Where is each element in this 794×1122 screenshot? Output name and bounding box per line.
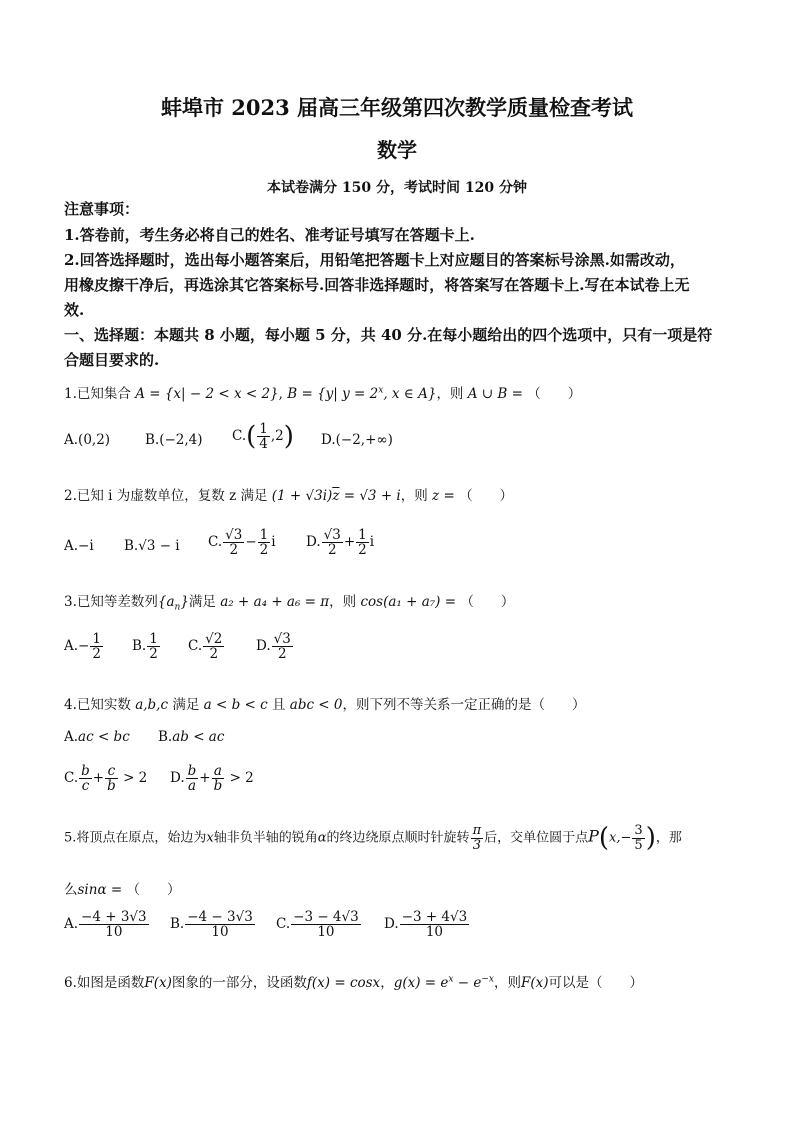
q4-option-c-operator: + — [92, 770, 105, 787]
q3-sequence-close: } — [180, 594, 189, 610]
q6-text-a: 6.如图是函数 — [64, 975, 145, 991]
q1-then: ，则 — [436, 386, 464, 402]
q1-option-c-numerator: 1 — [259, 421, 268, 437]
q4-option-c — [64, 764, 147, 793]
q5-option-b-label: B. — [170, 916, 185, 933]
q1-comma: , — [278, 386, 283, 402]
q1-option-c-rparen: ) — [283, 421, 294, 452]
q5-option-a-fraction — [79, 910, 149, 939]
q4-option-d-operator: + — [199, 770, 211, 787]
q4-option-c-fraction-1 — [79, 764, 92, 793]
q3-option-d-numerator: √3 — [273, 631, 291, 647]
q1-set-b-tail: , x ∈ A} — [383, 386, 437, 402]
q6-text-d: ，则 — [493, 975, 521, 991]
q3-option-c-numerator: √2 — [205, 631, 223, 647]
notice-heading: 注意事项： — [64, 200, 140, 218]
q3-option-a — [64, 632, 104, 661]
q2-option-a — [64, 538, 94, 554]
subject-title: 数学 — [377, 138, 417, 162]
q4-option-d-numerator-2: a — [212, 764, 225, 779]
q5-rotation-fraction — [471, 824, 484, 852]
q5-point-numerator: 3 — [634, 823, 643, 838]
question-5-stem-line-1 — [64, 824, 682, 852]
q2-option-c — [208, 528, 276, 557]
q5-point-denominator: 5 — [634, 837, 643, 853]
q3-option-a-fraction — [90, 632, 103, 661]
q4-option-d-fraction-2 — [212, 764, 225, 793]
question-4-stem — [64, 693, 586, 713]
q4-option-b-value: ab < ac — [172, 729, 225, 745]
q5-point-lparen: ( — [598, 823, 610, 854]
q4-option-b-label: B. — [158, 729, 173, 745]
exam-info: 本试卷满分 150 分，考试时间 120 分钟 — [267, 180, 527, 196]
q5-option-d — [384, 910, 470, 939]
q1-option-d-label: D. — [321, 432, 336, 448]
q2-equation-right: = √3 + i — [339, 488, 401, 504]
q4-text-c: 且 — [271, 697, 286, 713]
q2-option-d-fraction-2 — [356, 528, 369, 557]
q5-option-a — [64, 910, 150, 939]
q6-function-g: g(x) = e — [393, 975, 449, 991]
q4-option-c-denominator-1: c — [81, 778, 90, 795]
q3-ask: cos(a₁ + a₇) = — [360, 594, 457, 610]
q1-union: A ∪ B = — [467, 386, 523, 402]
q5-option-b — [170, 910, 256, 939]
q2-option-a-label: A. — [64, 538, 79, 554]
q2-option-c-numerator-1: √3 — [225, 527, 243, 543]
q2-option-c-fraction-2 — [258, 528, 271, 557]
q6-function-F-ask: F(x) — [520, 975, 549, 991]
q1-set-b-exponent: x — [378, 385, 384, 396]
q4-option-c-tail: > 2 — [123, 770, 148, 787]
q5-point-fraction — [632, 824, 644, 852]
q3-option-a-denominator: 2 — [92, 646, 101, 663]
q5-text-e: ，那 — [655, 830, 682, 846]
q5-option-d-label: D. — [384, 916, 399, 933]
q2-option-d-label: D. — [306, 534, 321, 551]
q5-option-a-denominator: 10 — [105, 924, 123, 941]
q3-option-d-denominator: 2 — [277, 646, 287, 663]
q5-option-c-label: C. — [276, 916, 291, 933]
q6-g-middle: − e — [453, 975, 482, 991]
q2-option-c-denominator-2: 2 — [259, 542, 269, 559]
notice-item-2-line-2: 用橡皮擦干净后，再选涂其它答案标号.回答非选择题时，将答案写在答题卡上.写在本试卷上无 — [64, 276, 690, 294]
q4-option-c-numerator-2: c — [105, 764, 118, 779]
question-6-stem — [64, 971, 643, 991]
q1-text: 1.已知集合 — [64, 386, 131, 402]
q4-option-d-label: D. — [170, 770, 185, 787]
q1-option-a — [64, 432, 110, 448]
q5-x: x — [206, 830, 214, 846]
q4-option-a-label: A. — [64, 729, 79, 745]
q3-option-b-fraction — [147, 632, 160, 661]
q2-option-c-numerator-2: 1 — [259, 527, 269, 543]
q4-condition-1: a < b < c — [203, 697, 268, 713]
q3-sequence-subscript: n — [174, 602, 181, 613]
q2-text: 2.已知 i 为虚数单位，复数 z 满足 — [64, 488, 268, 504]
q4-text-d: ，则下列不等关系一定正确的是（ ） — [342, 697, 586, 713]
q6-function-f: f(x) = cosx — [306, 975, 381, 991]
q4-option-d-numerator-1: b — [187, 763, 197, 779]
q2-option-c-i: i — [271, 534, 276, 551]
q5-point-p: P — [588, 826, 599, 846]
q5-text-a: 5.将顶点在原点，始边为 — [64, 830, 207, 846]
q4-text: 4.已知实数 — [64, 697, 131, 713]
q3-option-b — [132, 632, 161, 661]
q2-option-d-operator: + — [343, 534, 356, 551]
q2-option-d-i: i — [369, 534, 375, 551]
q5-rotation-denominator: 3 — [472, 837, 481, 853]
q5-point-x: x,− — [609, 830, 632, 846]
q5-rotation-numerator: π — [472, 823, 482, 838]
q4-option-c-fraction-2 — [105, 764, 118, 793]
question-1-stem — [64, 382, 581, 402]
q1-option-c — [232, 422, 294, 451]
q3-option-b-label: B. — [132, 638, 147, 655]
q1-option-c-tail: ,2 — [270, 428, 284, 445]
q2-option-b-value: √3 − i — [138, 538, 180, 554]
q5-text-d: 后，交单位圆于点 — [484, 830, 589, 846]
q3-option-c — [188, 632, 225, 661]
q2-option-d-denominator-1: 2 — [327, 542, 337, 559]
notice-item-2-line-1: 2.回答选择题时，选出每小题答案后，用铅笔把答题卡上对应题目的答案标号涂黑.如需改动， — [64, 251, 685, 269]
q2-option-c-label: C. — [208, 534, 223, 551]
q6-text-e: 可以是（ ） — [548, 975, 643, 991]
q5-answer-blank: （ ） — [126, 882, 181, 898]
q3-text: 3.已知等差数列 — [64, 594, 158, 610]
q5-option-a-numerator: −4 + 3√3 — [81, 909, 147, 925]
q4-option-d-tail: > 2 — [229, 770, 254, 787]
q4-option-a-value: ac < bc — [78, 729, 130, 745]
q3-option-a-label: A. — [64, 638, 79, 655]
q5-ask: sinα = — [77, 882, 123, 898]
q4-option-b — [158, 729, 224, 745]
q3-option-d — [256, 632, 294, 661]
q4-option-d — [170, 764, 254, 793]
q3-option-d-label: D. — [256, 638, 271, 655]
q3-condition: a₂ + a₄ + a₆ = π — [220, 594, 330, 610]
q4-text-b: 满足 — [172, 697, 200, 713]
q4-option-d-denominator-1: a — [187, 778, 196, 795]
q3-option-d-fraction — [272, 632, 293, 661]
q5-point-rparen: ) — [645, 823, 656, 854]
q4-option-c-denominator-2: b — [107, 778, 116, 795]
q5-option-c-fraction — [291, 910, 361, 939]
q1-option-c-fraction — [257, 422, 270, 451]
section-1-line-1: 一、选择题：本题共 8 小题，每小题 5 分，共 40 分.在每小题给出的四个选项中，只有一项是符 — [64, 326, 713, 344]
q1-answer-blank: （ ） — [527, 386, 582, 402]
notice-item-2-line-3: 效. — [64, 301, 85, 319]
q5-option-c — [276, 910, 362, 939]
q1-option-d-value: (−2,+∞) — [335, 432, 393, 448]
q2-option-d-numerator-2: 1 — [358, 527, 367, 543]
q6-g-exponent-2: −x — [481, 974, 494, 985]
q1-option-c-lparen: ( — [246, 421, 257, 452]
q5-option-a-label: A. — [64, 916, 79, 933]
q2-option-d-numerator-1: √3 — [323, 527, 341, 543]
q6-g-exponent-1: x — [448, 974, 454, 985]
q4-option-a — [64, 729, 130, 745]
q6-function-F: F(x) — [144, 975, 172, 991]
question-5-stem-line-2 — [64, 878, 180, 898]
q2-equation-left: (1 + √3i) — [271, 488, 333, 504]
q2-option-d — [306, 528, 374, 557]
q5-option-c-numerator: −3 − 4√3 — [293, 909, 359, 925]
q3-option-b-numerator: 1 — [149, 631, 158, 647]
q4-option-d-denominator-2: b — [213, 778, 223, 795]
q2-answer-blank: （ ） — [459, 488, 514, 504]
q2-then: ，则 — [400, 488, 428, 504]
q3-sequence: {a — [157, 594, 175, 610]
q6-text-c: ， — [380, 975, 394, 991]
q3-text-b: 满足 — [188, 594, 216, 610]
q5-option-b-numerator: −4 − 3√3 — [187, 909, 253, 925]
q2-option-d-denominator-2: 2 — [358, 542, 367, 559]
q5-text-c: 的终边绕原点顺时针旋转 — [326, 830, 470, 846]
q4-option-c-label: C. — [64, 770, 79, 787]
q3-option-c-label: C. — [188, 638, 203, 655]
q2-z-conjugate: $\overline{z}$ — [332, 488, 340, 504]
q4-condition-2: abc < 0 — [289, 697, 343, 713]
q1-option-c-denominator: 4 — [259, 436, 268, 453]
q5-option-c-denominator: 10 — [317, 924, 335, 941]
question-2-stem — [64, 484, 513, 504]
question-3-stem — [64, 590, 514, 613]
q2-option-c-operator: − — [245, 534, 257, 551]
q3-option-c-fraction — [203, 632, 224, 661]
q2-option-c-denominator-1: 2 — [229, 542, 239, 559]
q1-option-c-label: C. — [232, 428, 247, 445]
q5-option-b-denominator: 10 — [211, 924, 229, 941]
q1-set-b: B = {y| y = 2 — [287, 386, 379, 402]
q3-option-a-numerator: 1 — [92, 631, 101, 647]
q5-option-b-fraction — [185, 910, 255, 939]
q3-option-b-denominator: 2 — [149, 646, 158, 663]
section-1-line-2: 合题目要求的. — [64, 351, 160, 369]
q5-alpha: α — [317, 830, 327, 846]
q1-option-a-label: A. — [64, 432, 79, 448]
q5-option-d-numerator: −3 + 4√3 — [401, 909, 468, 925]
q5-text-b: 轴非负半轴的锐角 — [213, 830, 318, 846]
q6-text-b: 图象的一部分，设函数 — [171, 975, 307, 991]
q1-set-a: A = {x| − 2 < x < 2} — [135, 386, 279, 402]
q3-then: ，则 — [329, 594, 357, 610]
q1-option-b-label: B. — [145, 432, 160, 448]
q1-option-b-value: (−2,4) — [159, 432, 203, 448]
q3-answer-blank: （ ） — [460, 594, 515, 610]
q1-option-b — [145, 432, 203, 448]
q4-option-c-numerator-1: b — [81, 763, 90, 779]
q5-option-d-denominator: 10 — [425, 924, 444, 941]
q2-option-a-value: −i — [78, 538, 94, 554]
q3-option-c-denominator: 2 — [209, 646, 219, 663]
exam-title: 蚌埠市 2023 届高三年级第四次教学质量检查考试 — [160, 95, 634, 120]
q2-option-d-fraction-1 — [322, 528, 343, 557]
q3-option-a-sign: − — [78, 638, 90, 655]
q1-option-d — [321, 432, 393, 448]
q2-option-b-label: B. — [124, 538, 139, 554]
q2-ask: z = — [432, 488, 455, 504]
q5-option-d-fraction — [400, 910, 470, 939]
q4-variables: a,b,c — [135, 697, 169, 713]
q4-option-d-fraction-1 — [186, 764, 199, 793]
notice-item-1: 1.答卷前，考生务必将自己的姓名、准考证号填写在答题卡上. — [64, 226, 475, 244]
q5-line-2-text: 么 — [64, 882, 78, 898]
q2-option-c-fraction-1 — [223, 528, 244, 557]
q2-option-b — [124, 538, 180, 554]
q1-option-a-value: (0,2) — [78, 432, 111, 448]
